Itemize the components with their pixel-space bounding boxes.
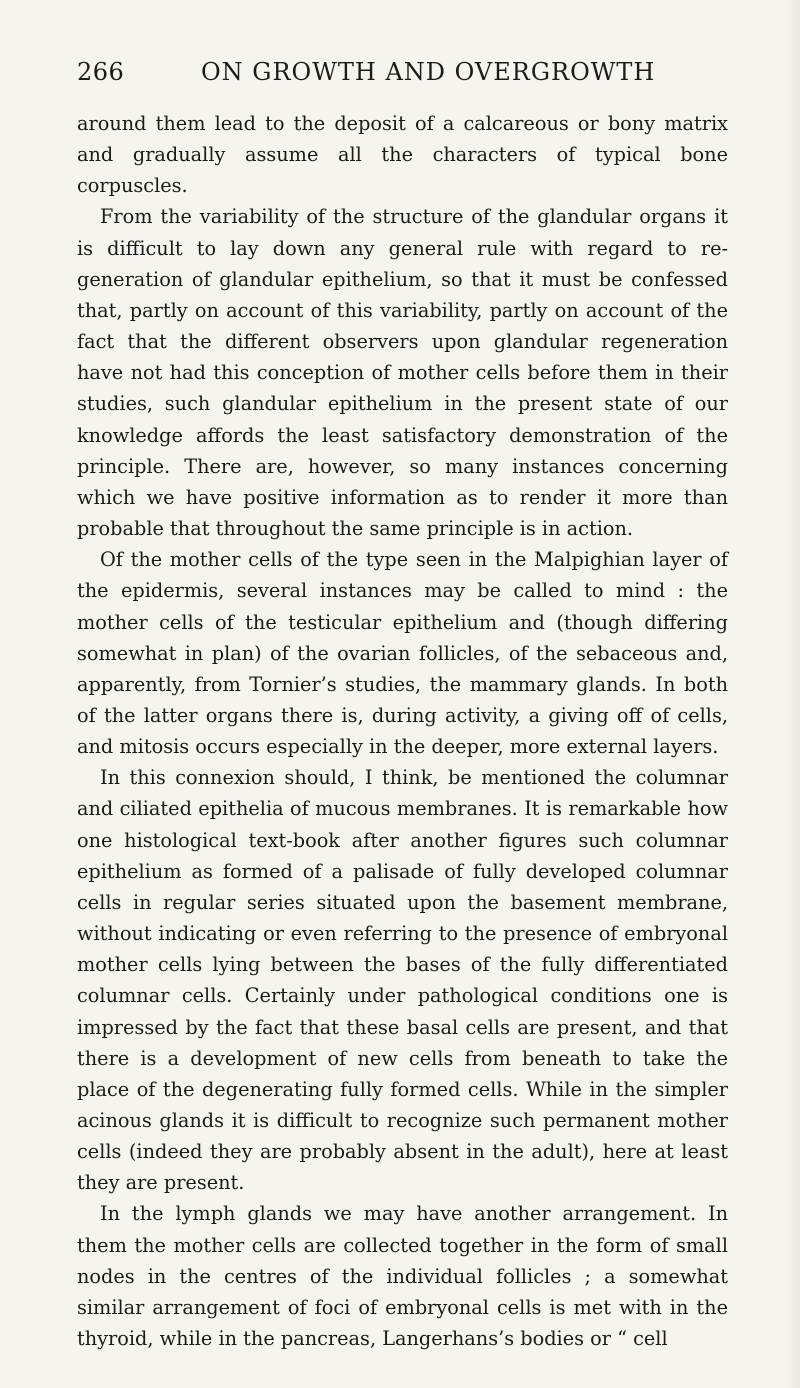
- running-head: ON GROWTH AND OVERGROWTH: [201, 58, 656, 86]
- paragraph-4: In this connexion should, I think, be mentioned the columnar and ciliated epithelia of mucous membranes. It is remarkable how one histological text-book after another figures such columnar epithelium as formed of a palisade of fully developed columnar cells in regular series situated upon the basement membrane, without indicating or even referring to the presence of embryonal mother cells lying between the bases of the fully differentiated columnar cells. Certainly under pathological conditions one is impressed by the fact that these basal cells are present, and that there is a development of new cells from beneath to take the place of the degenerating fully formed cells. While in the simpler acinous glands it is difficult to recognize such permanent mother cells (indeed they are probably absent in the adult), here at least they are present.: [77, 766, 728, 1195]
- page-edge-shadow: [786, 0, 800, 1388]
- page-header: [77, 58, 725, 94]
- paragraph-2: From the variability of the structure of the glandular organs it is difficult to lay down any general rule with regard to re-generation of glandular epithelium, so that it must be confessed that, partly on account of this variability, partly on account of the fact that the different observers upon glandular regeneration have not had this conception of mother cells before them in their studies, such glandular epithelium in the present state of our knowledge affords the least satisfactory demonstration of the principle. There are, however, so many instances concerning which we have positive information as to render it more than probable that throughout the same principle is in action.: [77, 205, 728, 541]
- paragraph-5: In the lymph glands we may have another arrangement. In them the mother cells are collected together in the form of small nodes in the centres of the individual follicles ; a somewhat similar arrangement of foci of embryonal cells is met with in the thyroid, while in the pancreas, Langerhans’s bodies or “ cell: [77, 1202, 728, 1351]
- page-number: 266: [77, 58, 125, 86]
- paragraph-3: Of the mother cells of the type seen in the Malpighian layer of the epidermis, several instances may be called to mind : the mother cells of the testicular epithelium and (though differing somewhat in plan) of the ovarian follicles, of the sebaceous and, apparently, from Tornier’s studies, the mammary glands. In both of the latter organs there is, during activity, a giving off of cells, and mitosis occurs especially in the deeper, more external layers.: [77, 548, 728, 759]
- paragraph-1: around them lead to the deposit of a calcareous or bony matrix and gradually assume all the characters of typical bone corpuscles.: [77, 112, 728, 198]
- body-text: [77, 108, 728, 1354]
